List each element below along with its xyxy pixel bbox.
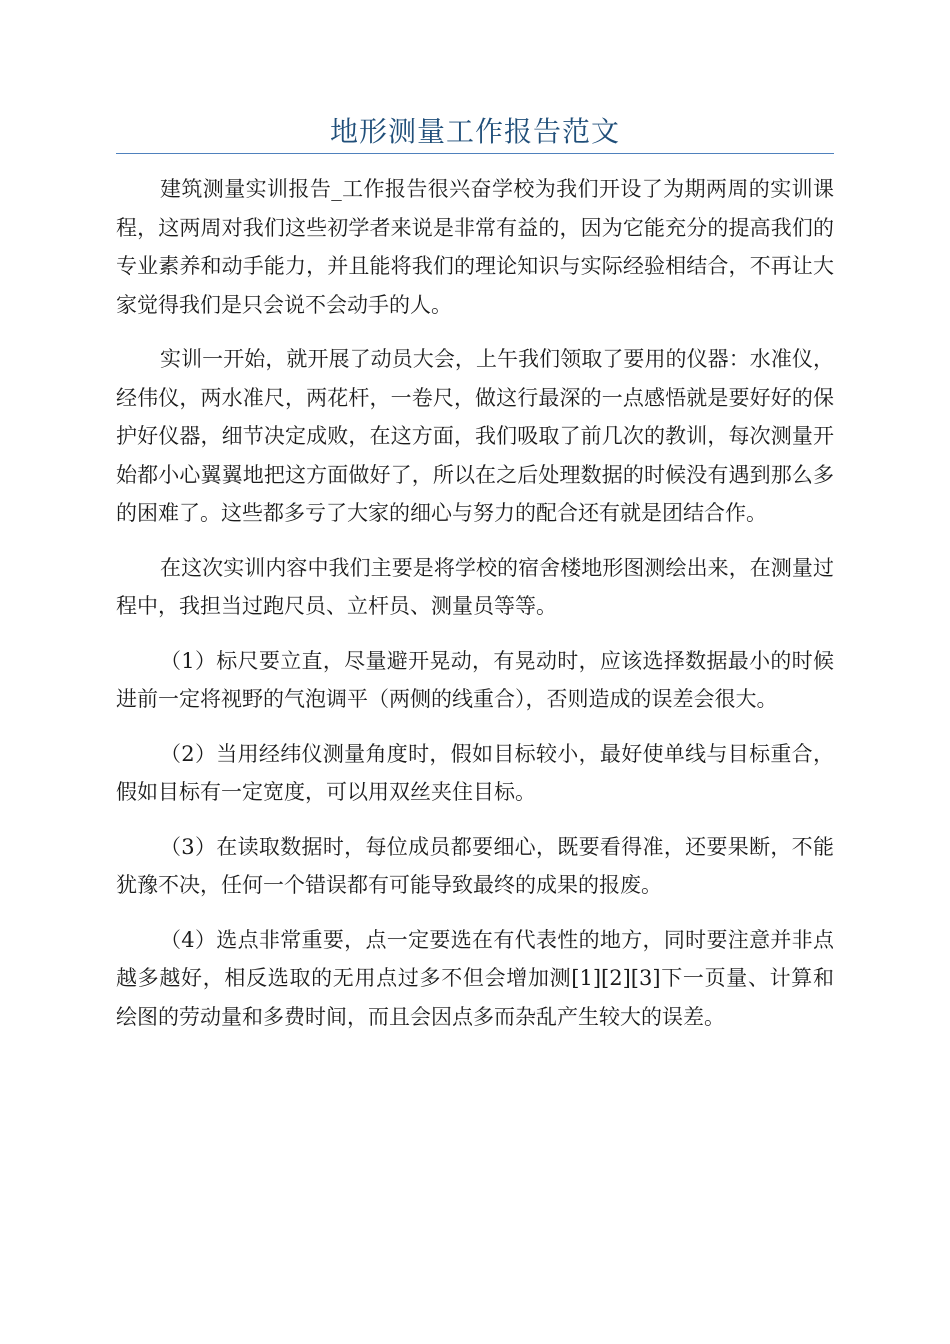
paragraph-item-3: （3）在读取数据时，每位成员都要细心，既要看得准，还要果断，不能犹豫不决，任何一个错误都有可能导致最终的成果的报废。 [116,834,834,897]
document-title: 地形测量工作报告范文 [329,115,620,148]
paragraph-item-4: （4）选点非常重要，点一定要选在有代表性的地方，同时要注意并非点越多越好，相反选取的无用点过多不但会增加测[1][2][3]下一页量、计算和绘图的劳动量和多费时间，而且会因点多而杂乱产生较大的误差。 [116,927,834,1029]
paragraph-content: 在这次实训内容中我们主要是将学校的宿舍楼地形图测绘出来，在测量过程中，我担当过跑尺员、立杆员、测量员等等。 [116,555,834,618]
paragraph-item-1: （1）标尺要立直，尽量避开晃动，有晃动时，应该选择数据最小的时候进前一定将视野的气泡调平（两侧的线重合），否则造成的误差会很大。 [116,648,834,711]
paragraph-equipment: 实训一开始，就开展了动员大会，上午我们领取了要用的仪器：水准仪，经伟仪，两水准尺，两花杆，一卷尺，做这行最深的一点感悟就是要好好的保护好仪器，细节决定成败，在这方面，我们吸取了前几次的教训，每次测量开始都小心翼翼地把这方面做好了，所以在之后处理数据的时候没有遇到那么多的困难了。这些都多亏了大家的细心与努力的配合还有就是团结合作。 [116,347,834,525]
paragraph-intro: 建筑测量实训报告_工作报告很兴奋学校为我们开设了为期两周的实训课程，这两周对我们这些初学者来说是非常有益的，因为它能充分的提高我们的专业素养和动手能力，并且能将我们的理论知识与实际经验相结合，不再让大家觉得我们是只会说不会动手的人。 [116,177,834,317]
document-body [116,170,834,1052]
paragraph-item-2: （2）当用经纬仪测量角度时，假如目标较小，最好使单线与目标重合，假如目标有一定宽度，可以用双丝夹住目标。 [116,741,834,804]
title-underline [116,153,834,154]
